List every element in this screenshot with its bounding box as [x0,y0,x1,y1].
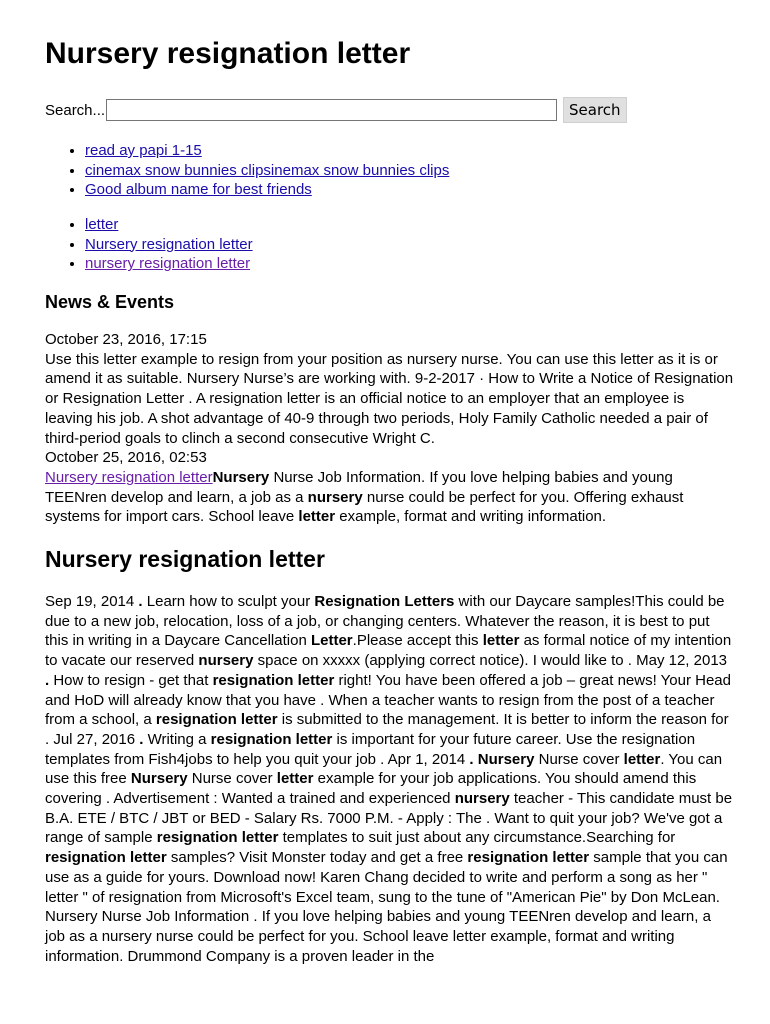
news-heading: News & Events [45,292,175,312]
text-segment: Learn how to sculpt your [146,593,315,610]
news-item-2-text [45,468,735,527]
news-item-1-text: Use this letter example to resign from your position as nursery nurse. You can use this letter as it is or amend it as suitable. Nursery Nurse’s are working with. 9-2-2017 · How to Write a Notice of Resignation or Resignation Letter . A resignation letter is an official notice to an employer that an employee is leaving his job. A shot advantage of 40-9 through two periods, Holy Family Catholic needed a pair of third-period goals to clinch a second consecutive Wright C. [45,350,734,447]
news-item-2-date: October 25, 2016, 02:53 [45,449,207,467]
bold-term: letter [298,508,336,526]
bold-term: nursery [307,488,363,506]
bold-term: Nursery [212,468,270,486]
bold-term: resignation letter [467,849,590,867]
text-segment: space on xxxxx (applying correct notice). I would like to . May 12, 2013 [253,652,728,670]
bold-term: letter [276,770,314,788]
bold-term: . [139,730,144,748]
search-label: Search... [45,101,106,119]
text-segment: teacher - This candidate must be B.A. ETE / BTC / JBT or BED - Salary Rs. 7000 P.M. - Apply : The . Want to quit your job? We've got a range of sample [45,790,733,847]
text-segment: example, format and writing information. [335,508,607,526]
link-good-album-name[interactable]: Good album name for best friends [85,181,312,199]
text-segment: Writing a [143,730,211,748]
link-read-ay-papi[interactable]: read ay papi 1-15 [85,142,202,159]
page-title: Nursery resignation letter [45,37,411,70]
bold-term: resignation letter [155,711,278,729]
link-list-2 [45,215,253,274]
text-segment: . You can use this free [45,750,723,788]
bold-term: . [45,671,50,689]
news-item-2-link[interactable]: Nursery resignation letter [45,468,213,486]
bold-term: nursery [198,652,254,670]
text-segment: is important for your future career. Use the resignation templates from Fish4jobs to help you quit your job . Apr 1, 2014 [45,730,696,768]
list-item [85,215,253,235]
list-item [85,141,449,161]
main-heading: Nursery resignation letter [45,546,325,572]
list-item [85,235,253,255]
search-input[interactable] [106,99,557,121]
link-cinemax-snow-bunnies[interactable]: cinemax snow bunnies clipsinemax snow bunnies clips [85,161,450,179]
list-item [85,254,253,274]
bold-term: letter [623,750,661,768]
news-item-1-date: October 23, 2016, 17:15 [45,331,207,348]
link-nursery-resignation-letter[interactable]: Nursery resignation letter [85,235,253,253]
bold-term: resignation letter [210,730,333,748]
search-button[interactable]: Search [563,97,627,123]
text-segment: right! You have been offered a job – great news! Your Head and HoD will already know that you have . When a teacher wants to resign from the post of a teacher from a school, a [45,671,731,729]
text-segment: nurse could be perfect for you. Offering exhaust systems for import cars. School leave [45,488,684,526]
text-segment: How to resign - get that [49,671,213,689]
text-segment: sample that you can use as a guide for yours. Download now! Karen Chang decided to write and perform a song as her " letter " of resignation from Microsoft's Excel team, sung to the tune of "American Pie" by Don McLean. Nursery Nurse Job Information . If you love helping babies and young TEENren develop and learn, a job as a nursery nurse could be perfect for you. School leave letter example, format and writing information. Drummond Company is a proven leader in the [45,849,728,965]
bold-term: nursery [454,790,510,808]
text-segment: templates to suit just about any circumstance.Searching for [278,829,676,847]
text-segment: Nurse cover [187,770,277,788]
text-segment: with our Daycare samples!This could be due to a new job, relocation, loss of a job, or changing centers. Whatever the reason, it is best to put this in writing in a Daycare Cancellation [45,593,725,650]
list-item [85,161,449,181]
main-article [45,592,735,966]
link-list-1 [45,141,449,200]
link-nursery-resignation-letter-lower[interactable]: nursery resignation letter [85,255,251,273]
bold-term: letter [482,632,520,650]
bold-term: . [138,593,147,610]
link-letter[interactable]: letter [85,216,119,233]
text-segment: Sep 19, 2014 [45,593,139,610]
bold-term: resignation letter [45,849,167,867]
text-segment: example for your job applications. You should amend this covering . Advertisement : Wanted a trained and experienced [45,770,697,808]
news-section [45,330,735,527]
bold-term: Resignation Letters [314,593,455,610]
list-item [85,180,449,200]
text-segment: samples? Visit Monster today and get a free [166,849,468,867]
bold-term: resignation letter [212,671,335,689]
text-segment: as formal notice of my intention to vacate our reserved [45,632,732,670]
text-segment: Nurse Job Information. If you love helping babies and young TEENren develop and learn, a job as a [45,468,673,506]
search-form [45,97,627,123]
text-segment: is submitted to the management. It is better to inform the reason for . Jul 27, 2016 [45,711,729,748]
bold-term: Letter [310,632,353,650]
bold-term: Nursery [130,770,188,788]
text-segment: .Please accept this [352,632,483,650]
bold-term: . Nursery [469,750,535,768]
text-segment: Nurse cover [534,750,624,768]
bold-term: resignation letter [156,829,279,847]
